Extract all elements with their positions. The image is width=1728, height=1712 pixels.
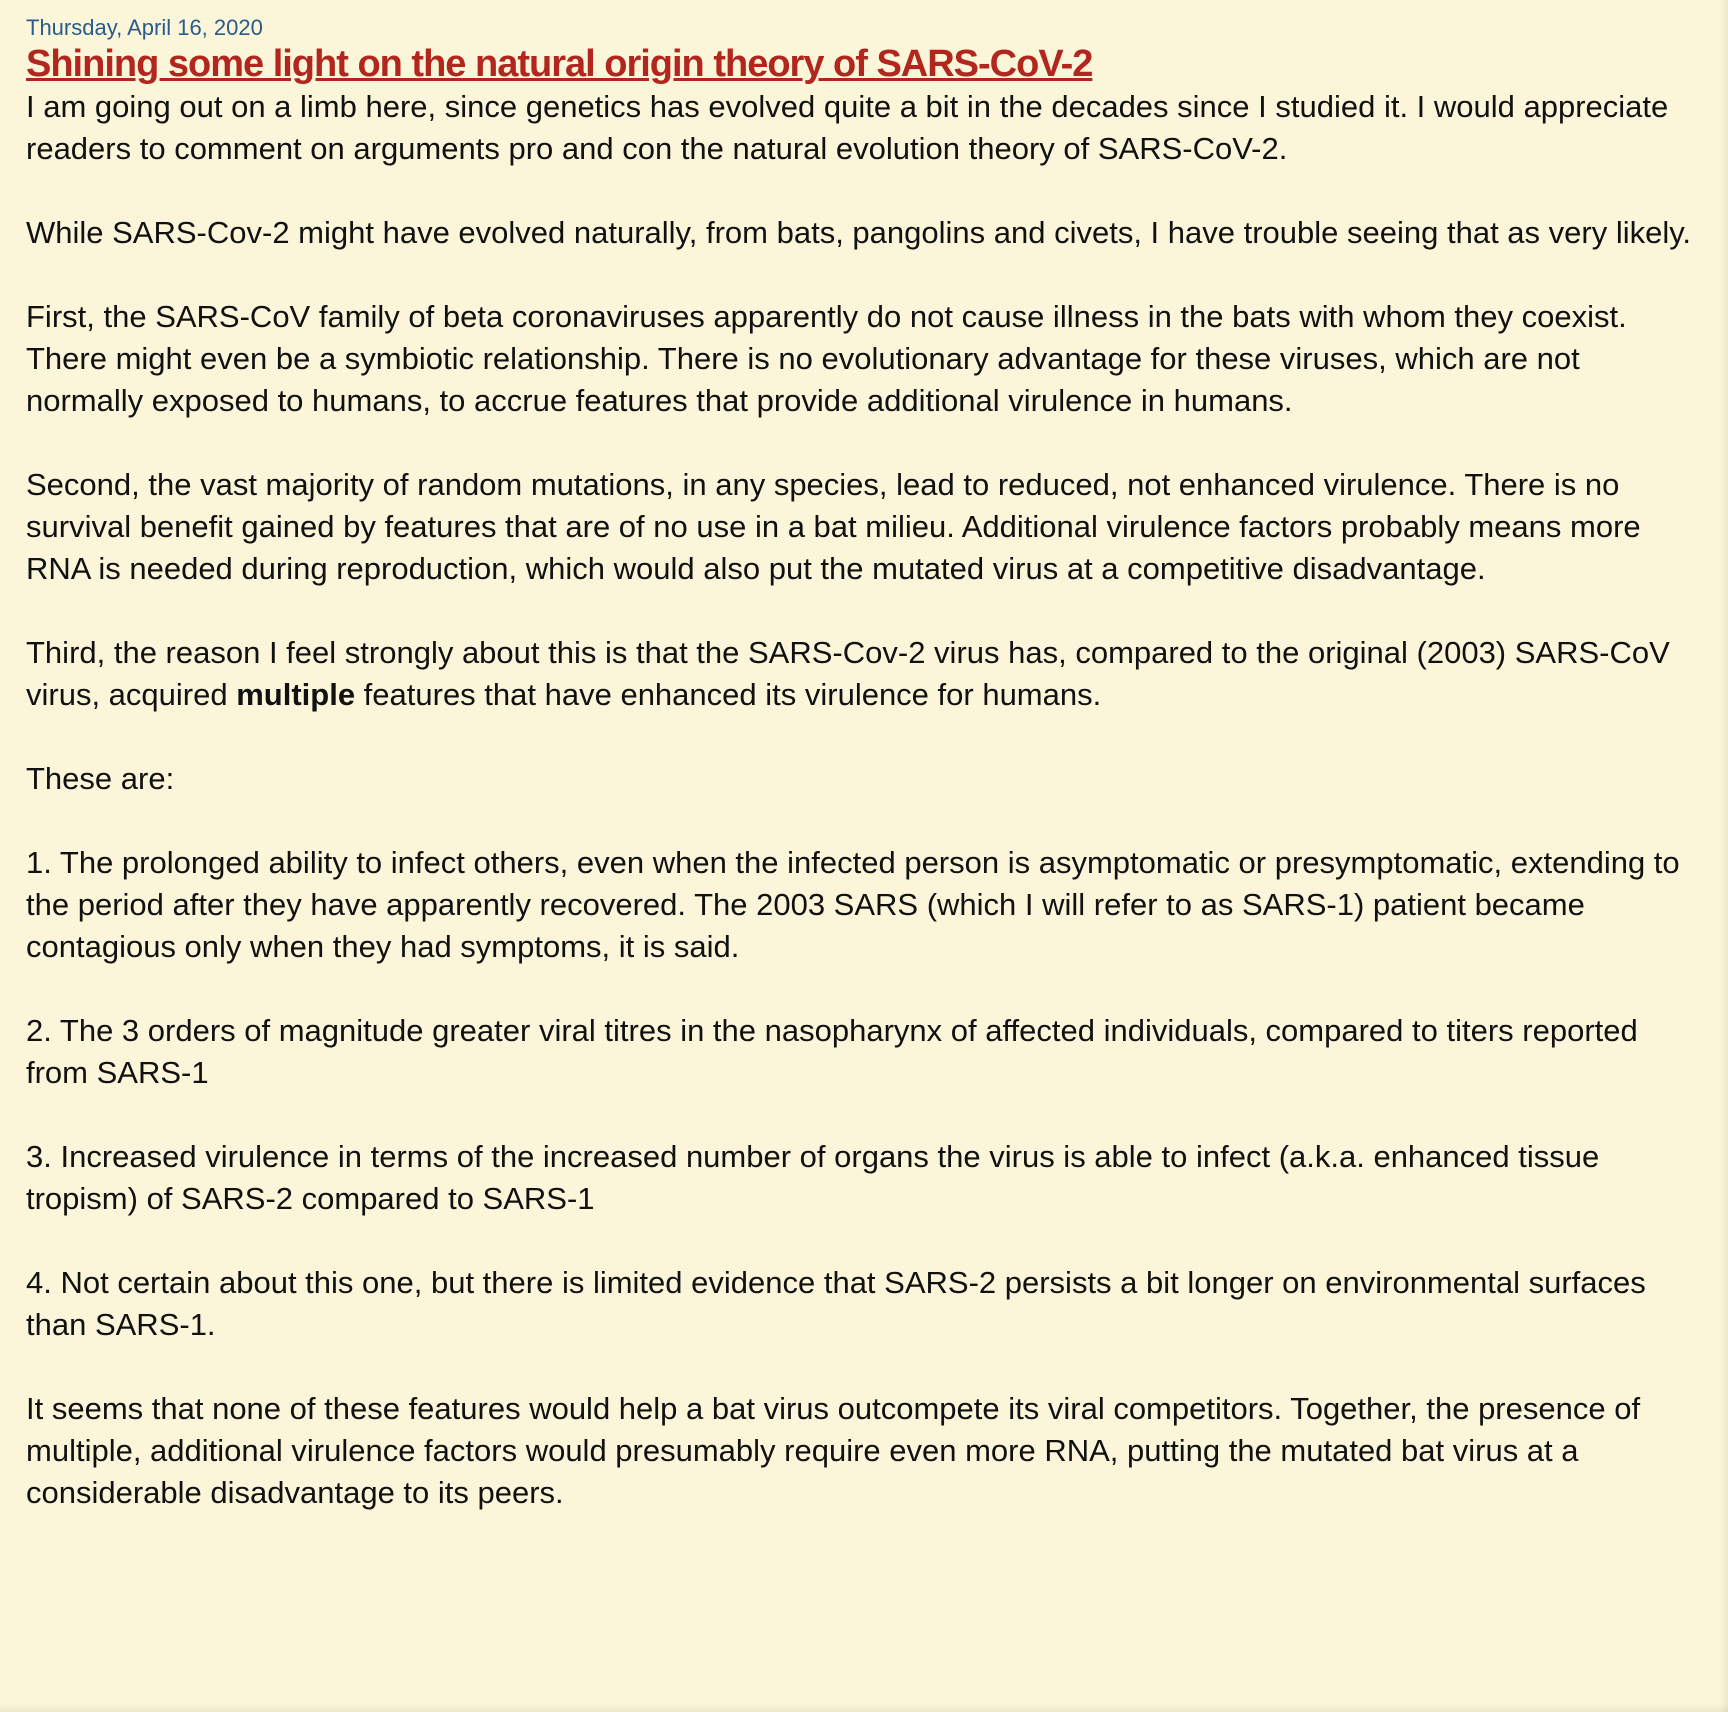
post-title: [26, 42, 1702, 86]
page-edge-shadow-bottom: [0, 1704, 1728, 1712]
page-edge-shadow-right: [1720, 0, 1728, 1712]
list-item-4: 4. Not certain about this one, but there is limited evidence that SARS-2 persists a bit longer on environmental surfaces than SARS-1.: [26, 1265, 1646, 1342]
paragraph-second-argument: Second, the vast majority of random mutations, in any species, lead to reduced, not enhanced virulence. There is no survival benefit gained by features that are of no use in a bat milieu. Additional virulence factors probably means more RNA is needed during reproduction, which would also put the mutated virus at a competitive disadvantage.: [26, 467, 1641, 586]
paragraph-list-intro: These are:: [26, 761, 175, 796]
paragraph-natural-evolution: While SARS-Cov-2 might have evolved naturally, from bats, pangolins and civets, I have trouble seeing that as very likely.: [26, 215, 1692, 250]
list-item-2: 2. The 3 orders of magnitude greater viral titres in the nasopharynx of affected individuals, compared to titers reported from SARS-1: [26, 1013, 1638, 1090]
list-item-3: 3. Increased virulence in terms of the increased number of organs the virus is able to infect (a.k.a. enhanced tissue tropism) of SARS-2 compared to SARS-1: [26, 1139, 1600, 1216]
paragraph-first-argument: First, the SARS-CoV family of beta coronaviruses apparently do not cause illness in the bats with whom they coexist. There might even be a symbiotic relationship. There is no evolutionary advantage for these viruses, which are not normally exposed to humans, to accrue features that provide additional virulence in humans.: [26, 299, 1627, 418]
emphasis-multiple: multiple: [236, 677, 356, 712]
list-item-1: 1. The prolonged ability to infect others, even when the infected person is asymptomatic or presymptomatic, extending to the period after they have apparently recovered. The 2003 SARS (which I will refer to as SARS-1) patient became contagious only when they had symptoms, it is said.: [26, 845, 1680, 964]
post-date: Thursday, April 16, 2020: [26, 15, 263, 40]
third-argument-text-end: features that have enhanced its virulence for humans.: [355, 677, 1102, 712]
paragraph-conclusion: It seems that none of these features would help a bat virus outcompete its viral competitors. Together, the presence of multiple, additional virulence factors would presumably require even more RNA, putting the mutated bat virus at a considerable disadvantage to its peers.: [26, 1391, 1641, 1510]
post-body: [26, 86, 1702, 1514]
paragraph-third-argument: [26, 632, 1702, 716]
paragraph-intro: I am going out on a limb here, since genetics has evolved quite a bit in the decades since I studied it. I would appreciate readers to comment on arguments pro and con the natural evolution theory of SARS-CoV-2.: [26, 89, 1669, 166]
third-argument-text-start: Third, the reason I feel strongly about this is that the SARS-Cov-2 virus has, compared to the original (2003) SARS-CoV virus, acquired: [26, 635, 1670, 712]
post-title-link[interactable]: Shining some light on the natural origin theory of SARS-CoV-2: [26, 43, 1093, 85]
